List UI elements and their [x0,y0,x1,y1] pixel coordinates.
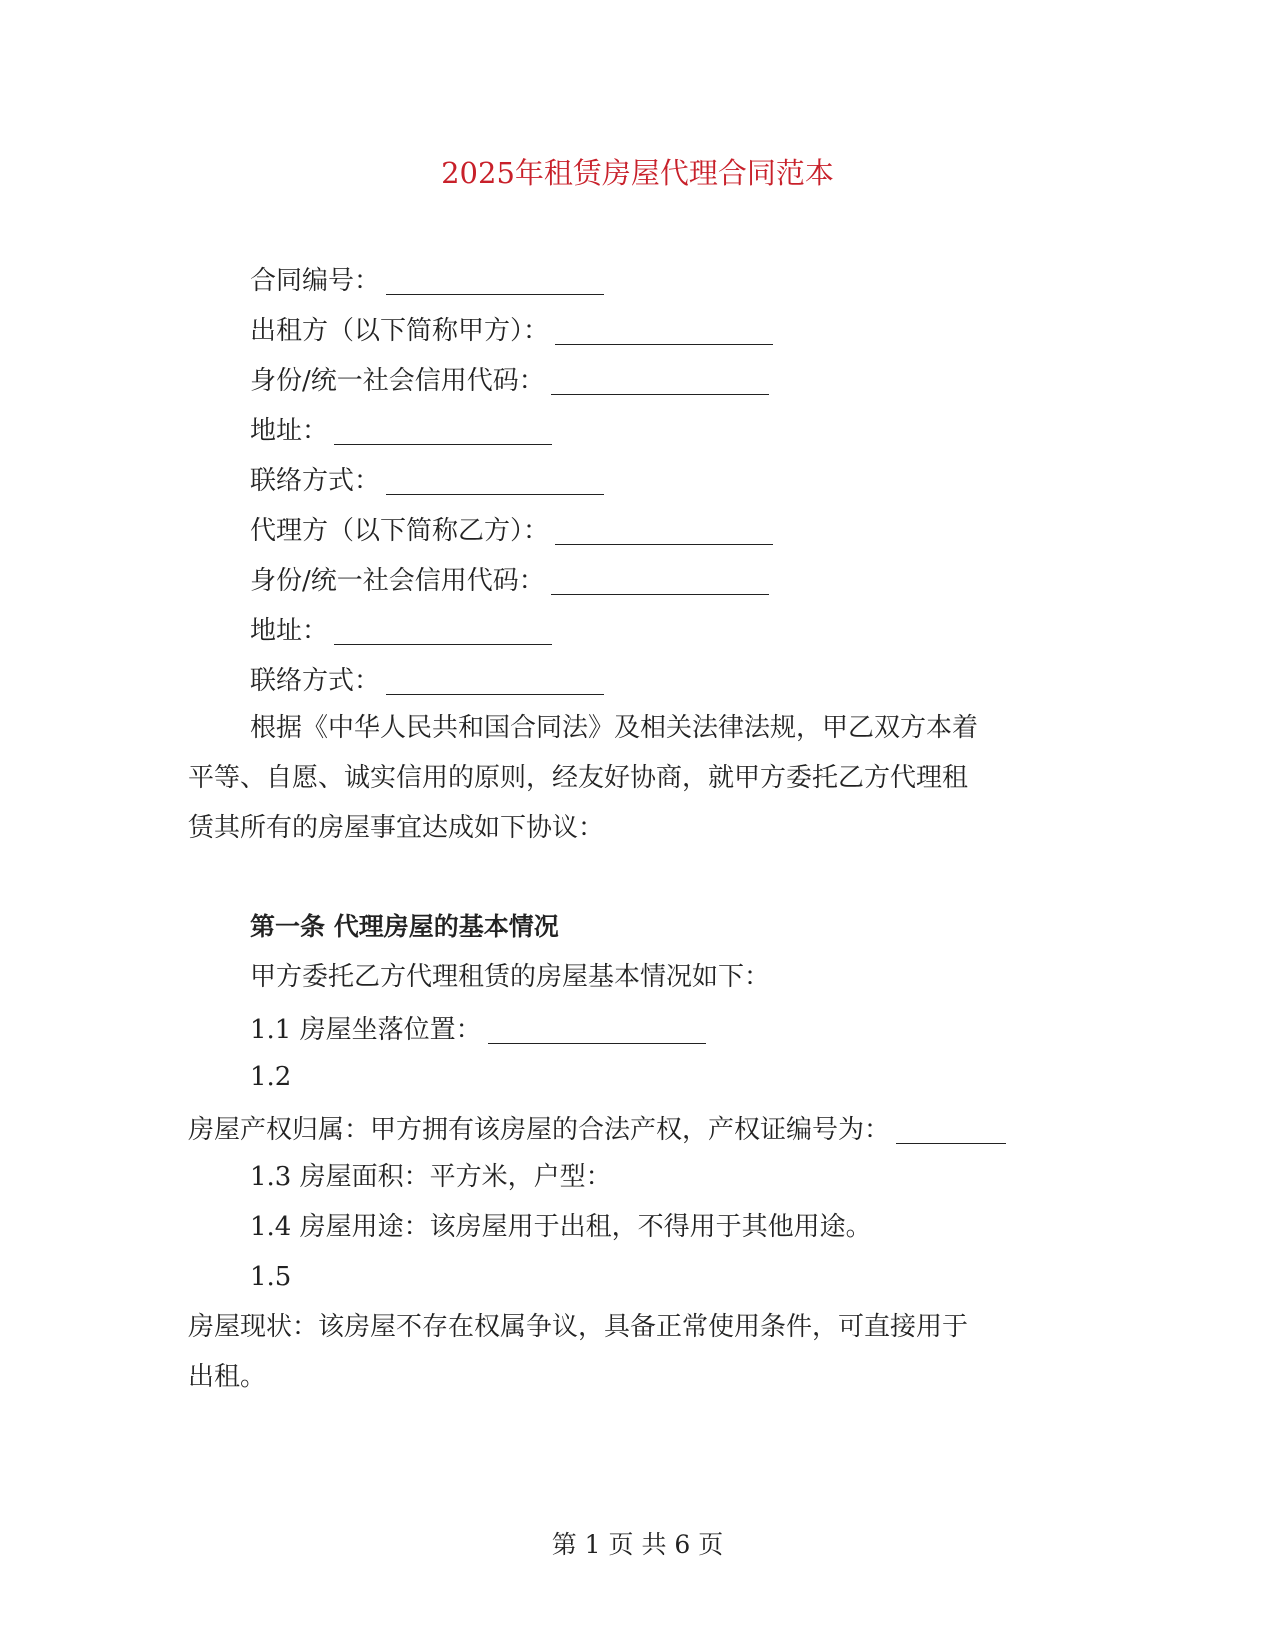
item-1-2-text: 房屋产权归属：甲方拥有该房屋的合法产权，产权证编号为： [188,1115,891,1145]
preamble-line-1: 根据《中华人民共和国合同法》及相关法律法规，甲乙双方本着 [250,713,979,743]
lessor-address-field [250,412,552,448]
lessor-contact-blank[interactable] [386,468,604,495]
item-1-1-label: 1.1 房屋坐落位置： [250,1015,482,1045]
agent-label: 代理方（以下简称乙方）： [250,516,550,546]
agent-blank[interactable] [555,518,773,545]
item-1-2-number: 1.2 [250,1062,292,1092]
contract-number-blank[interactable] [386,268,604,295]
location-blank[interactable] [488,1017,706,1044]
agent-contact-label: 联络方式： [250,666,381,696]
article-1-heading: 第一条 代理房屋的基本情况 [250,912,559,941]
lessor-field [250,312,773,348]
item-1-3: 1.3 房屋面积：平方米，户型： [250,1162,612,1192]
agent-contact-field [250,662,604,698]
page-number: 第 1 页 共 6 页 [551,1530,724,1559]
item-1-2 [188,1111,1006,1147]
preamble-line-3: 赁其所有的房屋事宜达成如下协议： [188,813,605,843]
contract-number-field [250,262,604,298]
document-title: 2025年租赁房屋代理合同范本 [441,156,834,190]
title-cert-number-blank[interactable] [896,1117,1006,1144]
preamble-line-2: 平等、自愿、诚实信用的原则，经友好协商，就甲方委托乙方代理租 [188,763,969,793]
item-1-5-line-1: 房屋现状：该房屋不存在权属争议，具备正常使用条件，可直接用于 [188,1312,969,1342]
lessor-id-blank[interactable] [551,368,769,395]
item-1-4: 1.4 房屋用途：该房屋用于出租，不得用于其他用途。 [250,1212,872,1242]
lessor-address-blank[interactable] [334,418,552,445]
item-1-5-number: 1.5 [250,1262,292,1292]
agent-id-blank[interactable] [551,568,769,595]
item-1-5-line-2: 出租。 [188,1362,267,1392]
lessor-id-label: 身份/统一社会信用代码： [250,366,545,396]
agent-address-label: 地址： [250,616,329,646]
lessor-contact-field [250,462,604,498]
lessor-contact-label: 联络方式： [250,466,381,496]
article-1-intro: 甲方委托乙方代理租赁的房屋基本情况如下： [250,962,771,992]
item-1-1 [250,1011,706,1047]
agent-id-label: 身份/统一社会信用代码： [250,566,545,596]
agent-address-blank[interactable] [334,618,552,645]
agent-address-field [250,612,552,648]
agent-field [250,512,773,548]
lessor-address-label: 地址： [250,416,329,446]
agent-contact-blank[interactable] [386,668,604,695]
lessor-id-field [250,362,769,398]
lessor-label: 出租方（以下简称甲方）： [250,316,550,346]
agent-id-field [250,562,769,598]
lessor-blank[interactable] [555,318,773,345]
contract-number-label: 合同编号： [250,266,381,296]
